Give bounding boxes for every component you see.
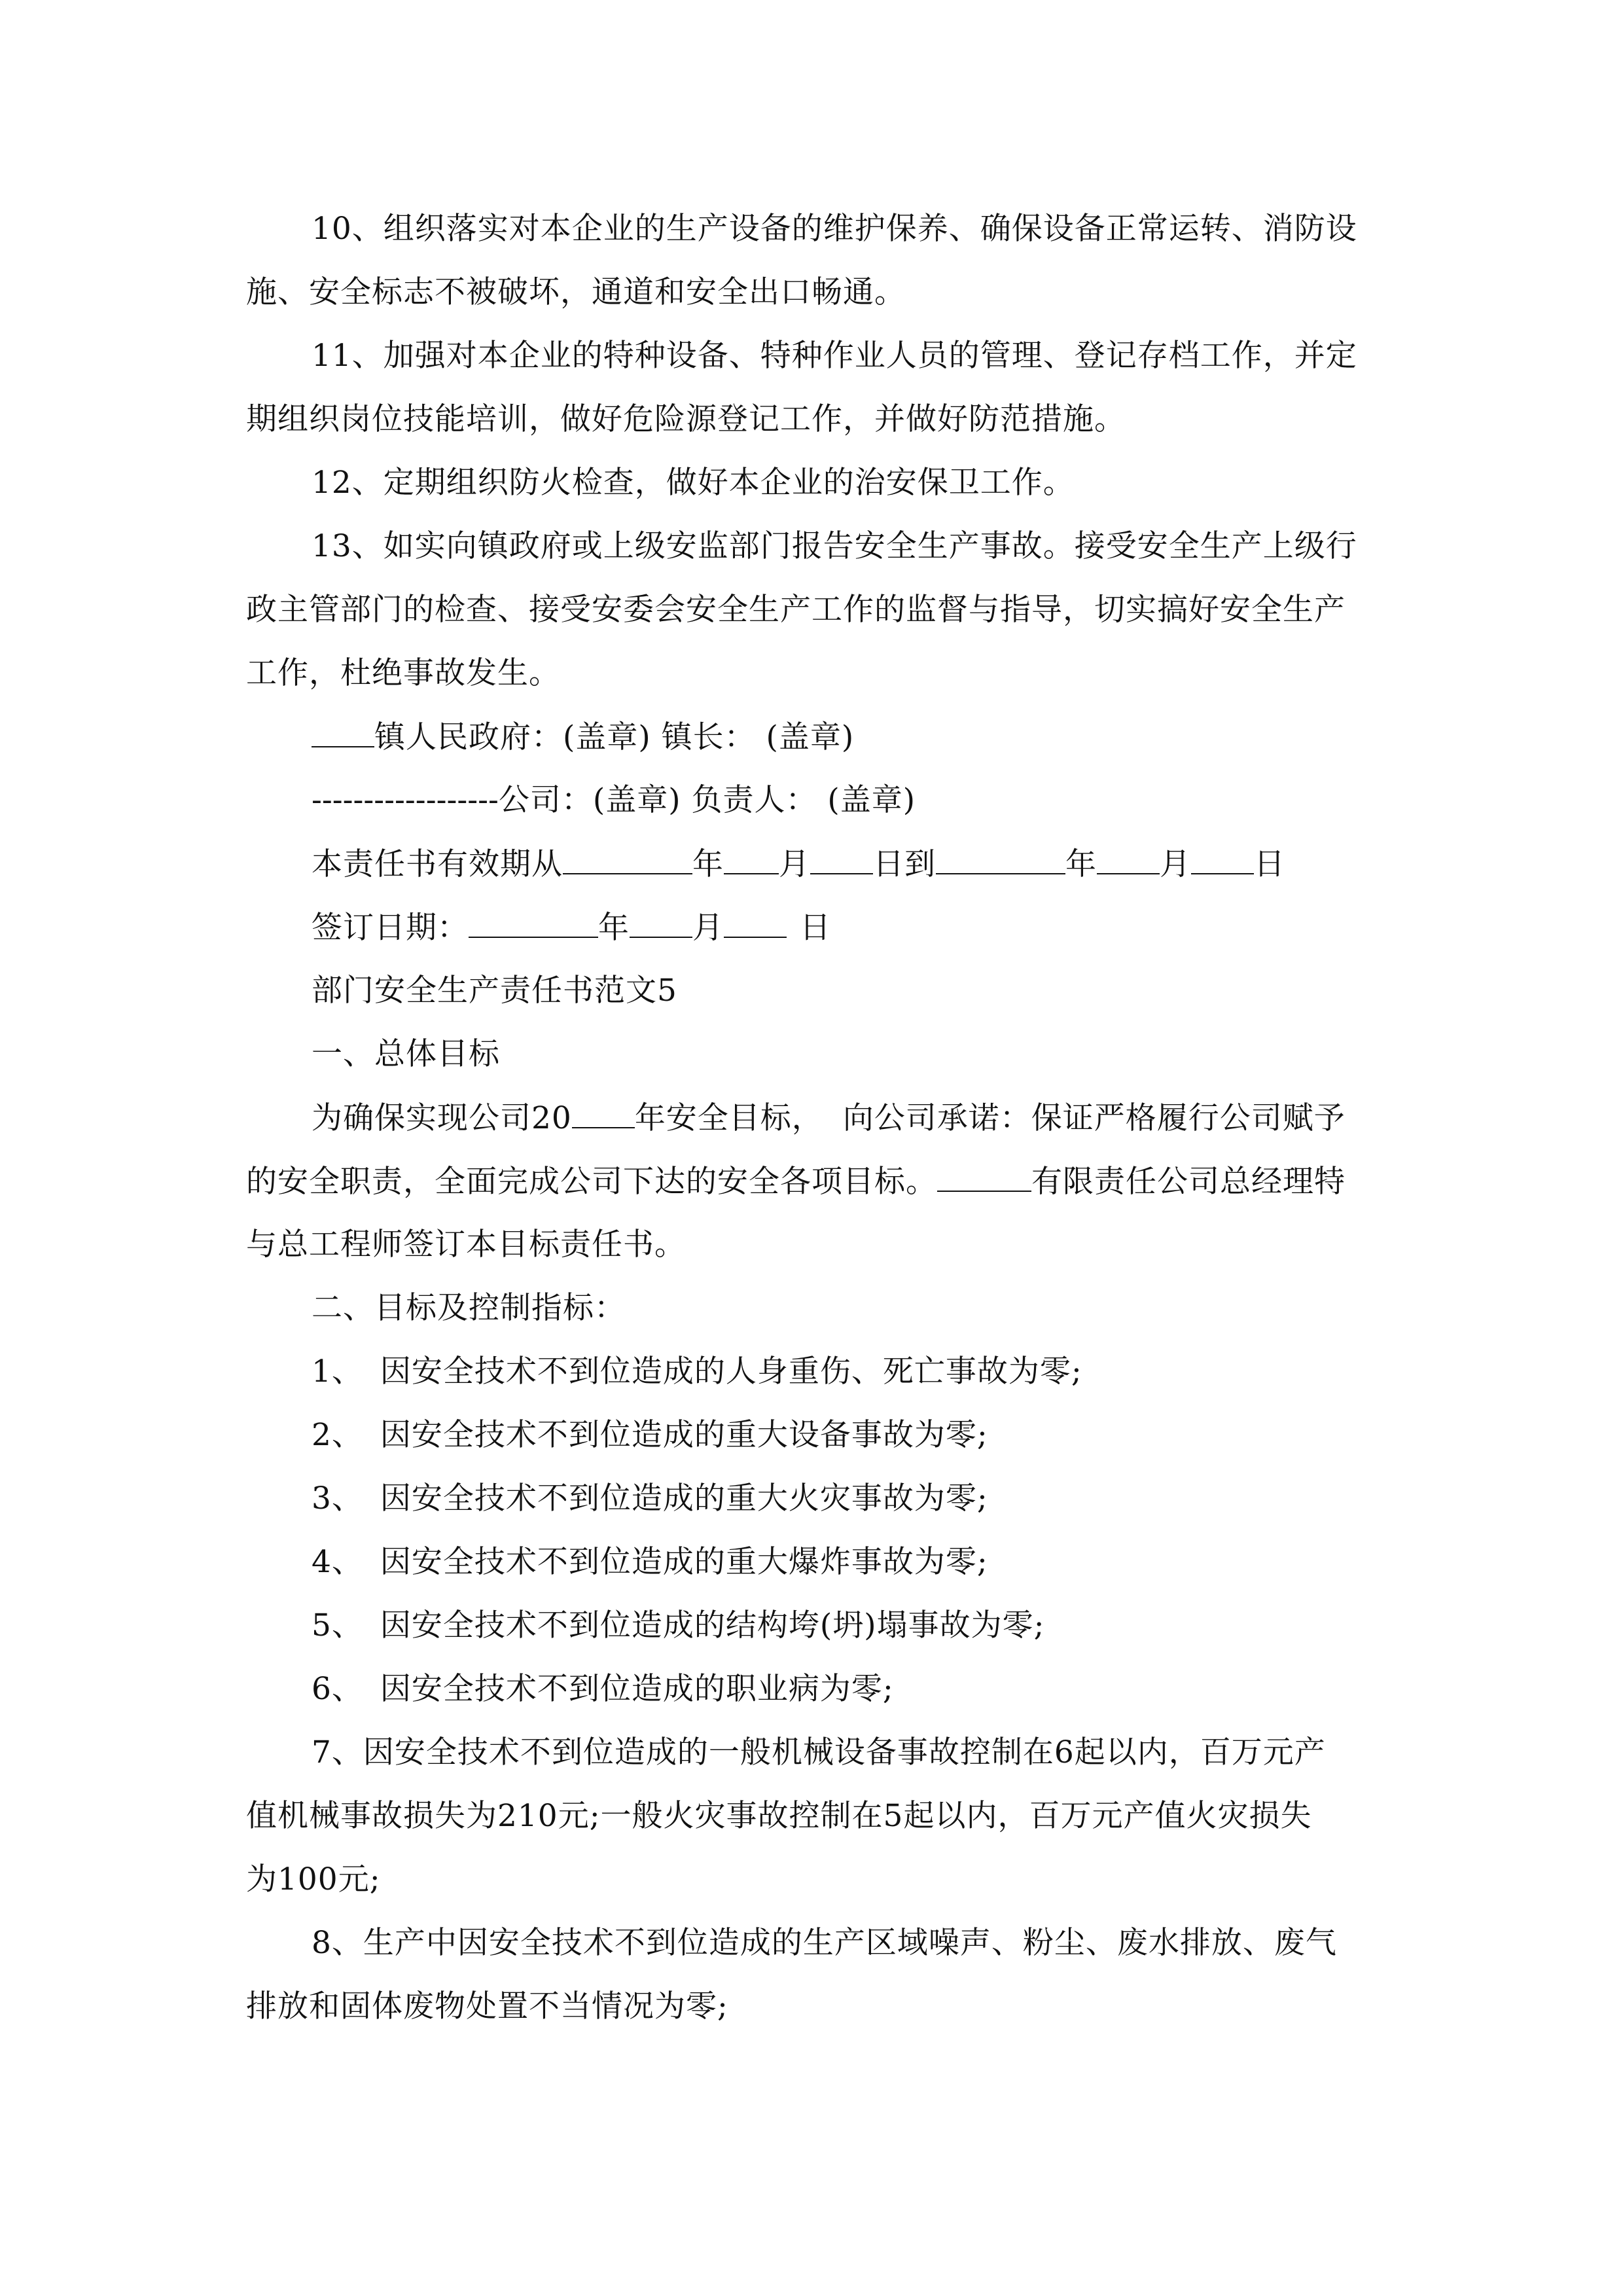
heading-targets: 二、目标及控制指标： xyxy=(312,1290,626,1326)
target-number: 5、 xyxy=(312,1607,363,1643)
blank-field xyxy=(1097,844,1160,874)
paragraph-line: 12、定期组织防火检查，做好本企业的治安保卫工作。 xyxy=(312,465,1075,501)
target-number: 6、 xyxy=(312,1671,363,1707)
target-text: 因安全技术不到位造成的结构垮(坍)塌事故为零; xyxy=(380,1607,1045,1643)
goal-part-3: 向公司承诺：保证严格履行公司赋予 xyxy=(842,1100,1346,1136)
blank-field xyxy=(572,1098,635,1128)
blank-field xyxy=(1191,844,1254,874)
town-text: 镇人民政府：(盖章) 镇长： (盖章) xyxy=(374,719,855,755)
section-title: 部门安全生产责任书范文5 xyxy=(312,973,677,1009)
paragraph-line: 期组织岗位技能培训，做好危险源登记工作，并做好防范措施。 xyxy=(246,401,1126,437)
target-text: 因安全技术不到位造成的重大设备事故为零; xyxy=(380,1417,988,1453)
goal-line-2a: 的安全职责，全面完成公司下达的安全各项目标。 xyxy=(246,1164,937,1200)
target-item xyxy=(312,1606,1044,1645)
target-text: 因安全技术不到位造成的职业病为零; xyxy=(380,1671,894,1707)
signing-day: 日 xyxy=(800,910,831,946)
item7-line: 为100元; xyxy=(246,1861,381,1897)
blank-field xyxy=(630,908,692,938)
dash-separator: ------------------ xyxy=(312,782,499,818)
validity-day-to: 日到 xyxy=(873,846,936,882)
target-item xyxy=(312,1543,988,1582)
paragraph-line: 工作，杜绝事故发生。 xyxy=(246,655,560,691)
validity-month: 月 xyxy=(779,846,810,882)
signing-prefix: 签订日期： xyxy=(312,910,469,946)
goal-part-1: 为确保实现公司20 xyxy=(312,1100,572,1136)
goal-line-1 xyxy=(312,1098,1346,1138)
target-text: 因安全技术不到位造成的人身重伤、死亡事故为零; xyxy=(380,1354,1082,1390)
heading-overall-goal: 一、总体目标 xyxy=(312,1036,500,1072)
signing-month: 月 xyxy=(692,910,724,946)
blank-field xyxy=(724,908,787,938)
target-number: 3、 xyxy=(312,1480,363,1516)
paragraph-line: 10、组织落实对本企业的生产设备的维护保养、确保设备正常运转、消防设 xyxy=(312,211,1357,247)
item8-line: 8、生产中因安全技术不到位造成的生产区域噪声、粉尘、废水排放、废气 xyxy=(312,1925,1337,1961)
paragraph-line: 11、加强对本企业的特种设备、特种作业人员的管理、登记存档工作，并定 xyxy=(312,338,1357,374)
target-number: 4、 xyxy=(312,1544,363,1580)
validity-year: 年 xyxy=(692,846,724,882)
validity-line xyxy=(312,844,1285,884)
target-number: 1、 xyxy=(312,1354,363,1390)
town-signature-line xyxy=(312,717,854,757)
paragraph-line: 13、如实向镇政府或上级安监部门报告安全生产事故。接受安全生产上级行 xyxy=(312,528,1357,564)
blank-field xyxy=(563,844,692,874)
validity-month-2: 月 xyxy=(1160,846,1191,882)
target-item xyxy=(312,1479,988,1518)
blank-field xyxy=(469,908,598,938)
item7-line: 7、因安全技术不到位造成的一般机械设备事故控制在6起以内，百万元产 xyxy=(312,1734,1326,1770)
target-item xyxy=(312,1352,1082,1391)
blank-field xyxy=(937,1162,1031,1192)
target-item xyxy=(312,1416,988,1455)
paragraph-line: 政主管部门的检查、接受安委会安全生产工作的监督与指导，切实搞好安全生产 xyxy=(246,592,1346,628)
target-text: 因安全技术不到位造成的重大火灾事故为零; xyxy=(380,1480,988,1516)
goal-line-2b: 有限责任公司总经理特 xyxy=(1031,1164,1346,1200)
validity-prefix: 本责任书有效期从 xyxy=(312,846,563,882)
signing-year: 年 xyxy=(598,910,630,946)
validity-day: 日 xyxy=(1254,846,1285,882)
goal-line-2 xyxy=(246,1162,1346,1201)
blank-field xyxy=(936,844,1065,874)
company-signature-line xyxy=(312,781,916,820)
paragraph-line: 施、安全标志不被破坏，通道和安全出口畅通。 xyxy=(246,274,906,310)
target-text: 因安全技术不到位造成的重大爆炸事故为零; xyxy=(380,1544,988,1580)
goal-part-2: 年安全目标， xyxy=(634,1100,823,1136)
goal-line-3: 与总工程师签订本目标责任书。 xyxy=(246,1227,686,1263)
target-item xyxy=(312,1670,894,1709)
item8-line: 排放和固体废物处置不当情况为零; xyxy=(246,1988,728,2024)
company-text: 公司：(盖章) 负责人： (盖章) xyxy=(498,782,916,818)
validity-year-2: 年 xyxy=(1065,846,1097,882)
target-number: 2、 xyxy=(312,1417,363,1453)
blank-field xyxy=(312,717,374,747)
blank-field xyxy=(810,844,873,874)
blank-field xyxy=(724,844,779,874)
signing-date-line xyxy=(312,908,831,947)
item7-line: 值机械事故损失为210元;一般火灾事故控制在5起以内，百万元产值火灾损失 xyxy=(246,1798,1312,1834)
